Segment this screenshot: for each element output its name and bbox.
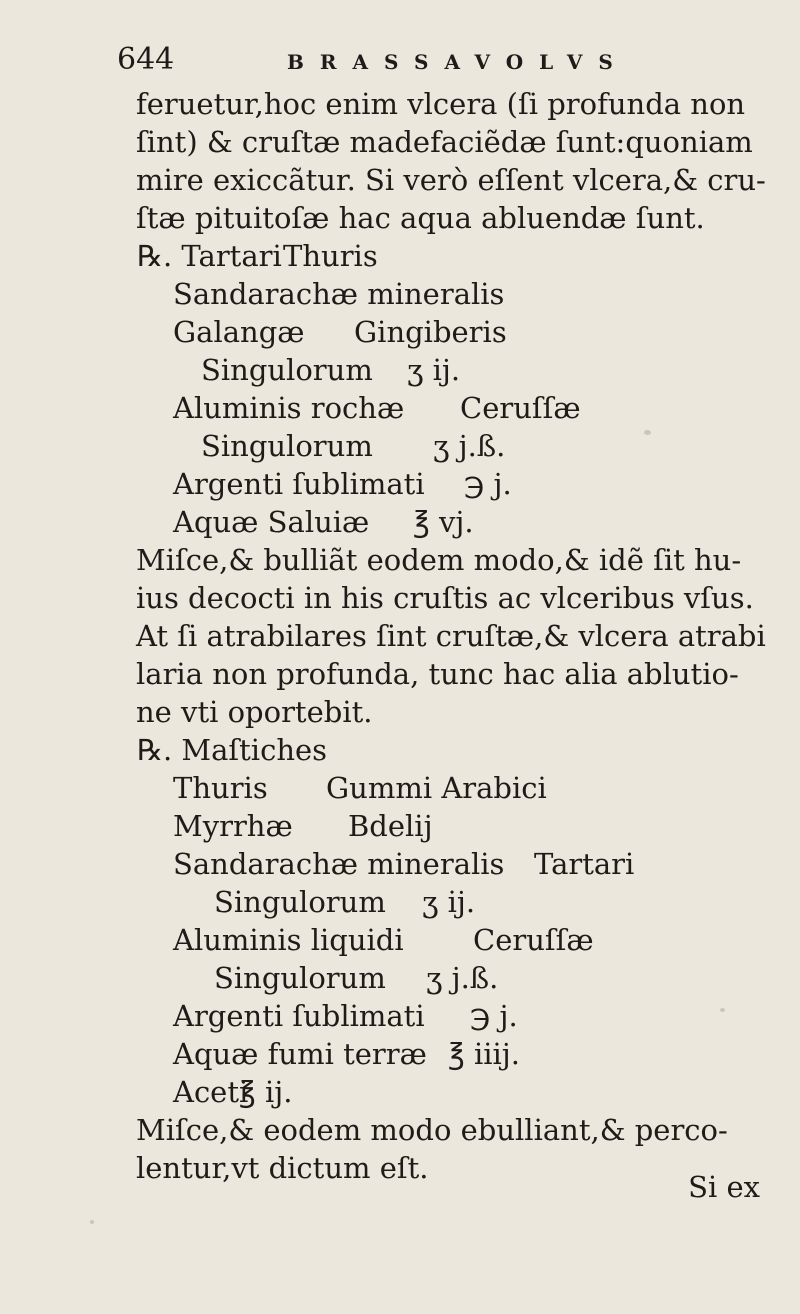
recipe-item: Singulorum [214, 885, 386, 919]
recipe-item: ℈ j. [470, 999, 518, 1033]
recipe-item: ℥ iiij. [448, 1037, 521, 1071]
recipe-item: Galangæ [173, 315, 305, 349]
paragraph-2-line: ius decocti in his cruſtis ac vlceribus vſus. [136, 581, 754, 615]
catchword: Si ex [688, 1170, 760, 1204]
recipe-item: Tartari [534, 847, 635, 881]
recipe-item: Thuris [173, 771, 268, 805]
paragraph-1-line: ſint) & cruſtæ madefaciẽdæ ſunt:quoniam [136, 125, 753, 159]
recipe-item: ʒ j.ß. [426, 961, 499, 995]
recipe-item: Aceti [173, 1075, 249, 1109]
page-number: 644 [117, 42, 175, 77]
recipe-item: Aquæ fumi terræ [173, 1037, 427, 1071]
recipe-item: Gummi Arabici [326, 771, 547, 805]
recipe-item: ℥ vj. [413, 505, 474, 539]
paper-speck [644, 430, 651, 435]
recipe-item: Myrrhæ [173, 809, 293, 843]
paragraph-1-line: ſtæ pituitoſæ hac aqua abluendæ ſunt. [136, 201, 705, 235]
recipe-item: Aluminis rochæ [173, 391, 405, 425]
recipe-item: Gingiberis [354, 315, 507, 349]
recipe-item: Singulorum [214, 961, 386, 995]
recipe-item: ℞. Tartari [137, 239, 282, 273]
paragraph-1-line: feruetur,hoc enim vlcera (ſi profunda non [136, 87, 746, 121]
running-head: BRASSAVOLVS [287, 50, 629, 74]
recipe-item: ʒ ij. [407, 353, 461, 387]
paragraph-2-line: Miſce,& bulliãt eodem modo,& idẽ ſit hu- [136, 543, 742, 577]
recipe-item: Sandarachæ mineralis [173, 847, 505, 881]
recipe-item: ʒ ij. [422, 885, 476, 919]
recipe-item: Argenti ſublimati [173, 999, 425, 1033]
recipe-item: Ceruſſæ [460, 391, 581, 425]
recipe-item: Singulorum [201, 353, 373, 387]
recipe-item: Ceruſſæ [473, 923, 594, 957]
paragraph-3-line: Miſce,& eodem modo ebulliant,& perco- [136, 1113, 728, 1147]
paragraph-2-line: laria non profunda, tunc hac alia ablutio- [136, 657, 739, 691]
recipe-item: ℞. Maſtiches [137, 733, 328, 767]
recipe-item: Bdelij [348, 809, 433, 843]
paper-speck [720, 1008, 725, 1012]
recipe-item: Thuris [283, 239, 378, 273]
page-header [117, 42, 647, 82]
recipe-item: ℈ j. [464, 467, 512, 501]
recipe-item: Sandarachæ mineralis [173, 277, 505, 311]
paragraph-1-line: mire exiccãtur. Si verò eſſent vlcera,& cru- [136, 163, 766, 197]
recipe-item: Aquæ Saluiæ [173, 505, 370, 539]
paper-speck [90, 1220, 94, 1224]
recipe-item: Singulorum [201, 429, 373, 463]
recipe-item: ℥ ij. [239, 1075, 293, 1109]
text-block [136, 86, 766, 1109]
paragraph-3-line: lentur,vt dictum eſt. [136, 1151, 429, 1185]
paragraph-2-line: At ſi atrabilares ſint cruſtæ,& vlcera atrabi [136, 619, 766, 653]
recipe-item: ʒ j.ß. [433, 429, 506, 463]
recipe-item: Aluminis liquidi [173, 923, 404, 957]
recipe-item: Argenti ſublimati [173, 467, 425, 501]
paragraph-2-line: ne vti oportebit. [136, 695, 373, 729]
